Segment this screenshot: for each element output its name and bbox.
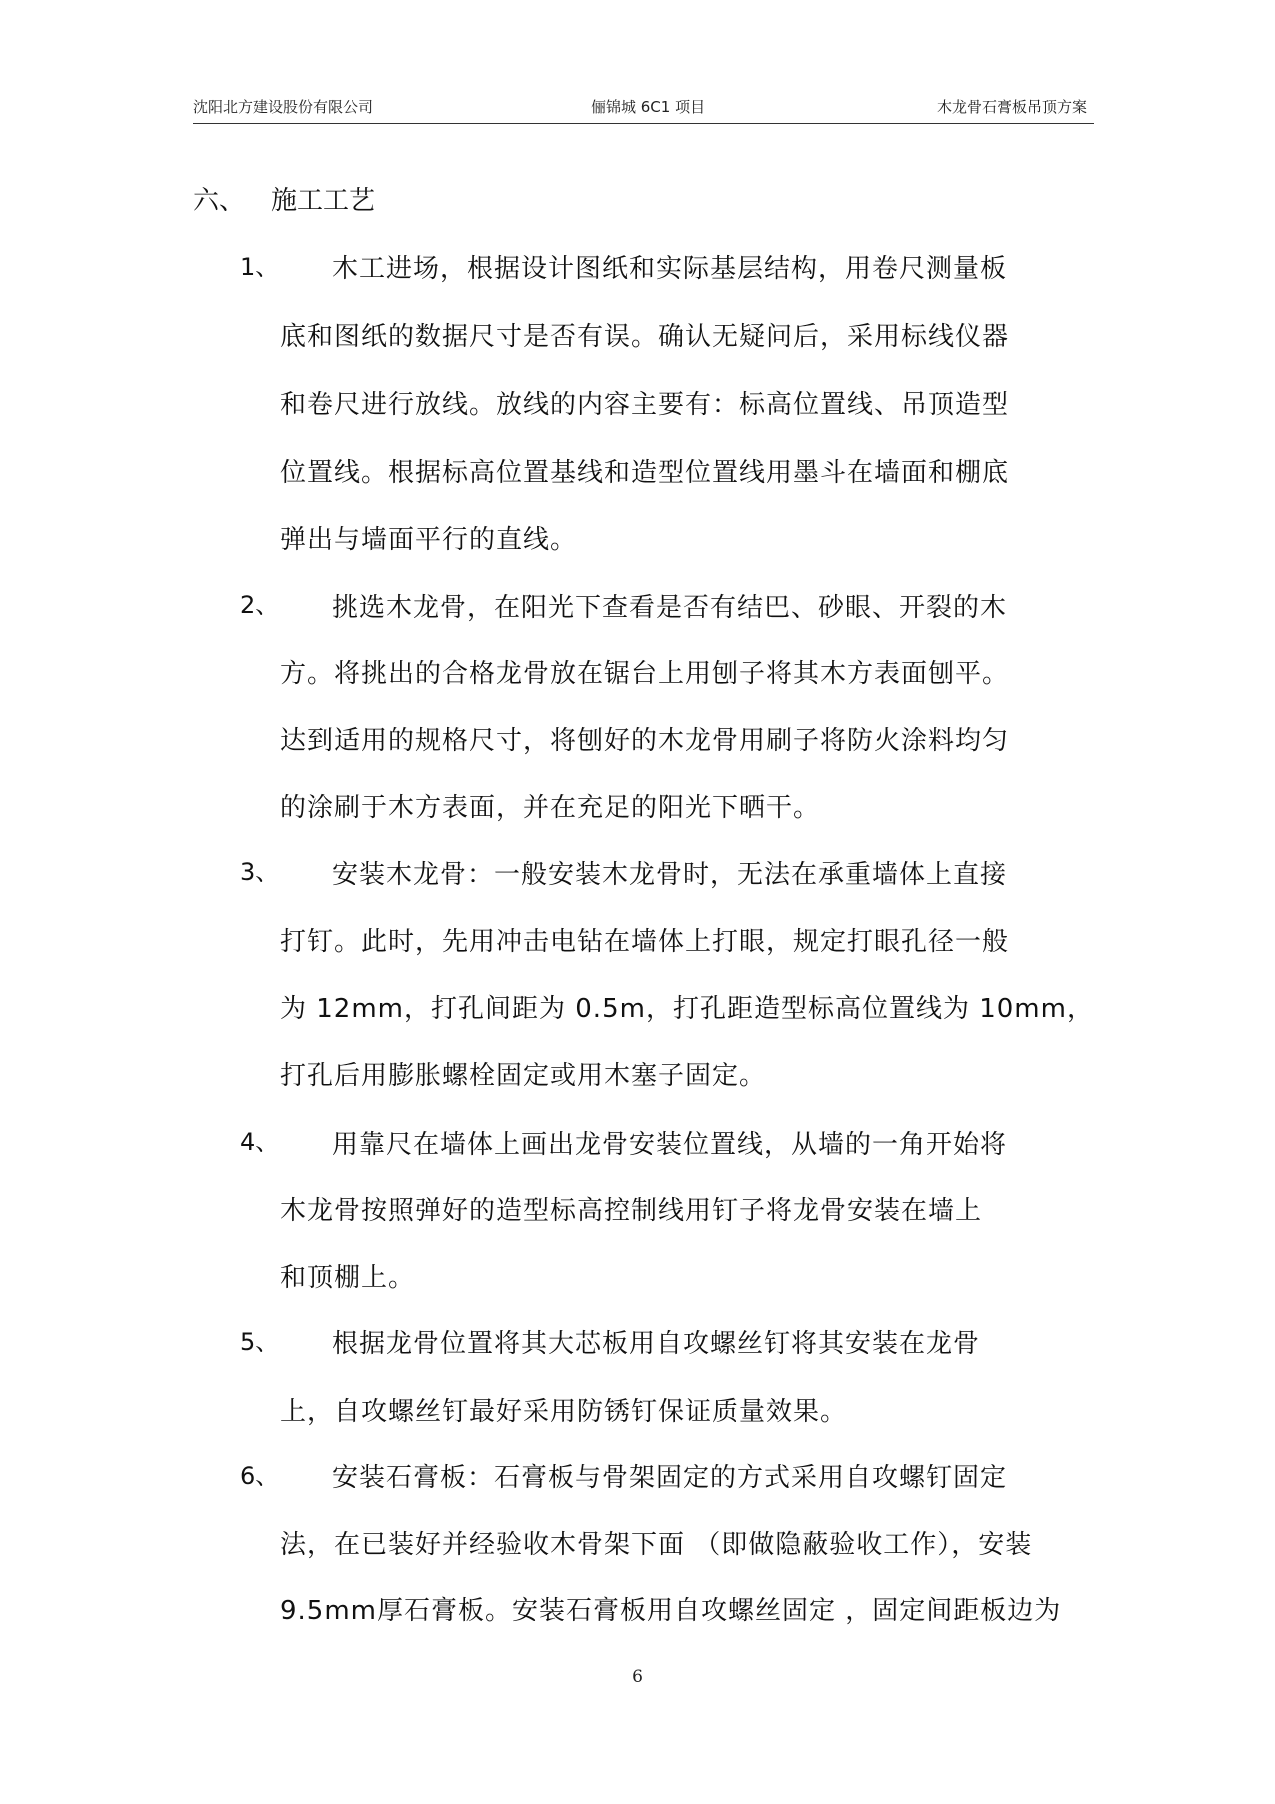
item-2-number: 2、: [240, 591, 280, 619]
item-1-number: 1、: [240, 253, 280, 281]
header-project: 俪锦城 6C1 项目: [591, 98, 706, 116]
item-4-line-2: 木龙骨按照弹好的造型标高控制线用钉子将龙骨安装在墙上: [280, 1196, 983, 1226]
section-number: 六、: [193, 186, 246, 216]
item-1-line-2: 底和图纸的数据尺寸是否有误。确认无疑问后，采用标线仪器: [280, 322, 1010, 352]
item-4-line-1: 用靠尺在墙体上画出龙骨安装位置线，从墙的一角开始将: [332, 1130, 1008, 1160]
item-6-line-2: 法，在已装好并经验收木骨架下面 （即做隐蔽验收工作），安装: [280, 1530, 1033, 1560]
header-divider: [193, 123, 1094, 124]
item-5-number: 5、: [240, 1328, 280, 1356]
item-5-line-2: 上，自攻螺丝钉最好采用防锈钉保证质量效果。: [280, 1397, 848, 1427]
item-1-line-1: 木工进场，根据设计图纸和实际基层结构，用卷尺测量板: [332, 254, 1008, 284]
item-4-number: 4、: [240, 1128, 280, 1156]
item-4-line-3: 和顶棚上。: [280, 1263, 416, 1293]
item-2-line-4: 的涂刷于木方表面，并在充足的阳光下晒干。: [280, 793, 821, 823]
item-6-number: 6、: [240, 1462, 280, 1490]
item-1-line-5: 弹出与墙面平行的直线。: [280, 525, 578, 555]
item-2-line-2: 方。将挑出的合格龙骨放在锯台上用刨子将其木方表面刨平。: [280, 659, 1010, 689]
header-doc-title: 木龙骨石膏板吊顶方案: [936, 98, 1087, 116]
section-title: 施工工艺: [271, 186, 376, 216]
item-3-line-3: 为 12mm，打孔间距为 0.5m，打孔距造型标高位置线为 10mm，: [280, 994, 1094, 1024]
item-5-line-1: 根据龙骨位置将其大芯板用自攻螺丝钉将其安装在龙骨: [332, 1329, 981, 1359]
item-3-line-4: 打孔后用膨胀螺栓固定或用木塞子固定。: [280, 1061, 767, 1091]
header-company: 沈阳北方建设股份有限公司: [193, 98, 374, 116]
item-3-line-2: 打钉。此时，先用冲击电钻在墙体上打眼，规定打眼孔径一般: [280, 927, 1010, 957]
item-6-line-3: 9.5mm厚石膏板。安装石膏板用自攻螺丝固定 ，固定间距板边为: [280, 1596, 1062, 1626]
item-3-number: 3、: [240, 858, 280, 886]
item-3-line-1: 安装木龙骨：一般安装木龙骨时，无法在承重墙体上直接: [332, 860, 1008, 890]
item-6-line-1: 安装石膏板：石膏板与骨架固定的方式采用自攻螺钉固定: [332, 1463, 1008, 1493]
page-header: [193, 92, 1093, 122]
item-1-line-4: 位置线。根据标高位置基线和造型位置线用墨斗在墙面和棚底: [280, 458, 1010, 488]
item-2-line-1: 挑选木龙骨，在阳光下查看是否有结巴、砂眼、开裂的木: [332, 593, 1008, 623]
item-2-line-3: 达到适用的规格尺寸，将刨好的木龙骨用刷子将防火涂料均匀: [280, 726, 1010, 756]
page-number: 6: [632, 1667, 643, 1687]
item-1-line-3: 和卷尺进行放线。放线的内容主要有：标高位置线、吊顶造型: [280, 390, 1010, 420]
